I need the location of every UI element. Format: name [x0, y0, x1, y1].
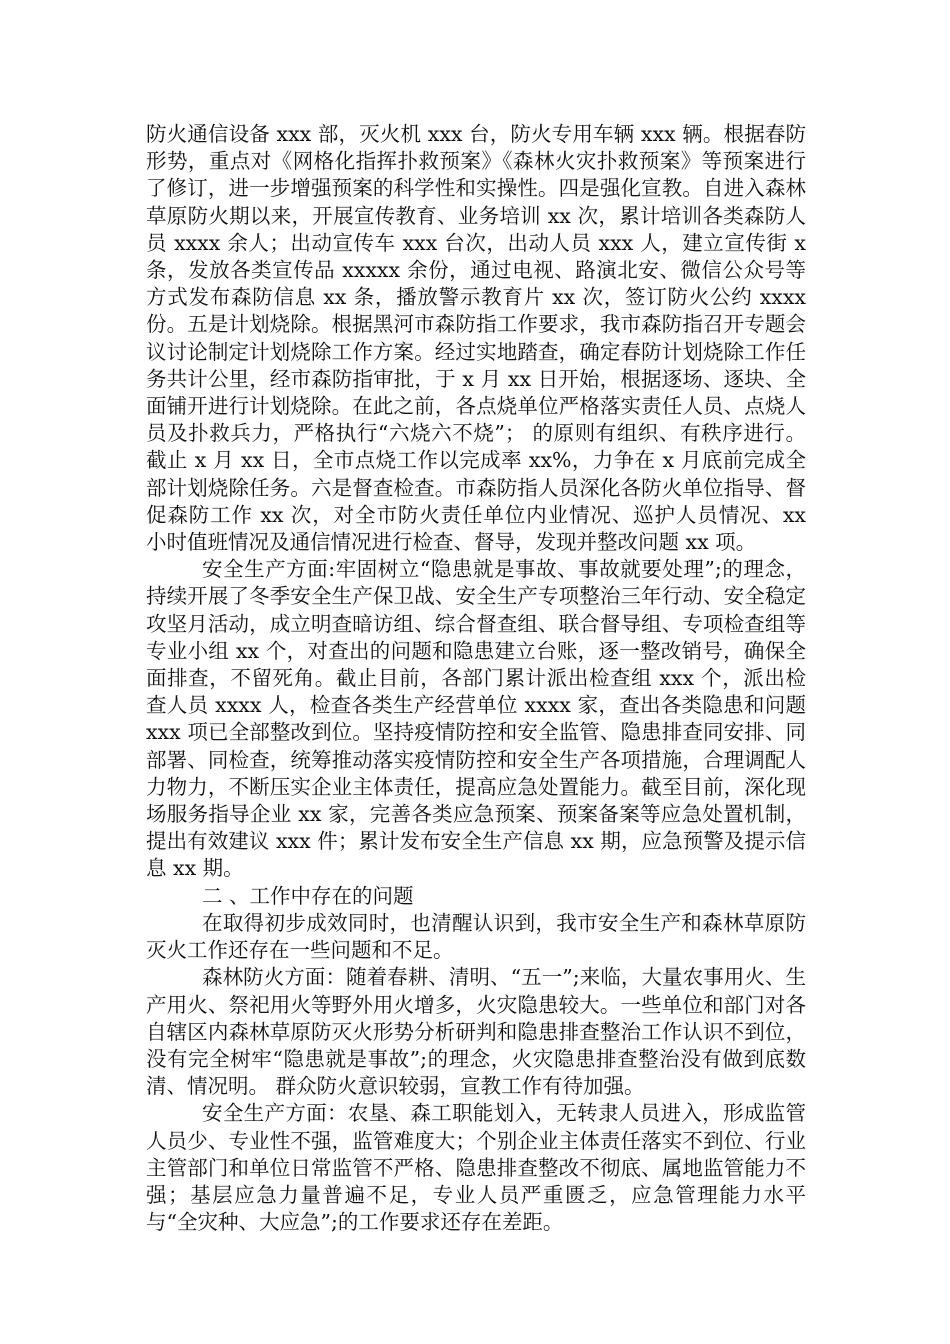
paragraph-forest-fire-problems: 森林防火方面：随着春耕、清明、“五一”;来临，大量农事用火、生产用火、祭祀用火等野外用火增多，火灾隐患较大。一些单位和部门对各自辖区内森林草原防灭火形势分析研判和隐患排查整治工作认识不到位，没有完全树牢“隐患就是事故”;的理念，火灾隐患排查整治没有做到底数清、情况明。 群众防火意识较弱，宣教工作有待加强。 [146, 965, 806, 1099]
document-body [146, 121, 806, 1236]
paragraph-problems-intro: 在取得初步成效同时，也清醒认识到，我市安全生产和森林草原防灭火工作还存在一些问题和不足。 [146, 910, 806, 963]
paragraph-safety-production-problems: 安全生产方面：农垦、森工职能划入，无转隶人员进入，形成监管人员少、专业性不强，监管难度大；个别企业主体责任落实不到位、行业主管部门和单位日常监管不严格、隐患排查整改不彻底、属地监管能力不强；基层应急力量普遍不足，专业人员严重匮乏，应急管理能力水平与“全灾种、大应急”;的工作要求还存在差距。 [146, 1101, 806, 1235]
paragraph-fire-prevention-continued: 防火通信设备 xxx 部，灭火机 xxx 台，防火专用车辆 xxx 辆。根据春防形势，重点对《网格化指挥扑救预案》《森林火灾扑救预案》等预案进行了修订，进一步增强预案的科学性和实操性。四是强化宣教。自进入森林草原防火期以来，开展宣传教育、业务培训 xx 次，累计培训各类森防人员 xxxx 余人；出动宣传车 xxx 台次，出动人员 xxx 人，建立宣传街 x 条，发放各类宣传品 xxxxx 余份，通过电视、路演北安、微信公众号等方式发布森防信息 xx 条，播放警示教育片 xx 次，签订防火公约 xxxx 份。五是计划烧除。根据黑河市森防指工作要求，我市森防指召开专题会议讨论制定计划烧除工作方案。经过实地踏查，确定春防计划烧除工作任务共计公里，经市森防指审批，于 x 月 xx 日开始，根据逐场、逐块、全面铺开进行计划烧除。在此之前，各点烧单位严格落实责任人员、点烧人员及扑救兵力，严格执行“六烧六不烧”； 的原则有组织、有秩序进行。截止 x 月 xx 日，全市点烧工作以完成率 xx%，力争在 x 月底前完成全部计划烧除任务。六是督查检查。市森防指人员深化各防火单位指导、督促森防工作 xx 次，对全市防火责任单位内业情况、巡护人员情况、xx 小时值班情况及通信情况进行检查、督导，发现并整改问题 xx 项。 [146, 122, 806, 555]
section-heading-problems: 二 、工作中存在的问题 [202, 883, 414, 908]
paragraph-safety-production: 安全生产方面:牢固树立“隐患就是事故、事故就要处理”;的理念，持续开展了冬季安全生产保卫战、安全生产专项整治三年行动、安全稳定攻坚月活动，成立明查暗访组、综合督查组、联合督导组、专项检查组等专业小组 xx 个，对查出的问题和隐患建立台账，逐一整改销号，确保全面排查，不留死角。截止目前，各部门累计派出检查组 xxx 个，派出检查人员 xxxx 人，检查各类生产经营单位 xxxx 家，查出各类隐患和问题 xxx 项已全部整改到位。坚持疫情防控和安全监管、隐患排查同安排、同部署、同检查，统筹推动落实疫情防控和安全生产各项措施，合理调配人力物力，不断压实企业主体责任，提高应急处置能力。截至目前，深化现场服务指导企业 xx 家，完善各类应急预案、预案备案等应急处置机制，提出有效建议 xxx 件；累计发布安全生产信息 xx 期，应急预警及提示信息 xx 期。 [146, 557, 806, 881]
